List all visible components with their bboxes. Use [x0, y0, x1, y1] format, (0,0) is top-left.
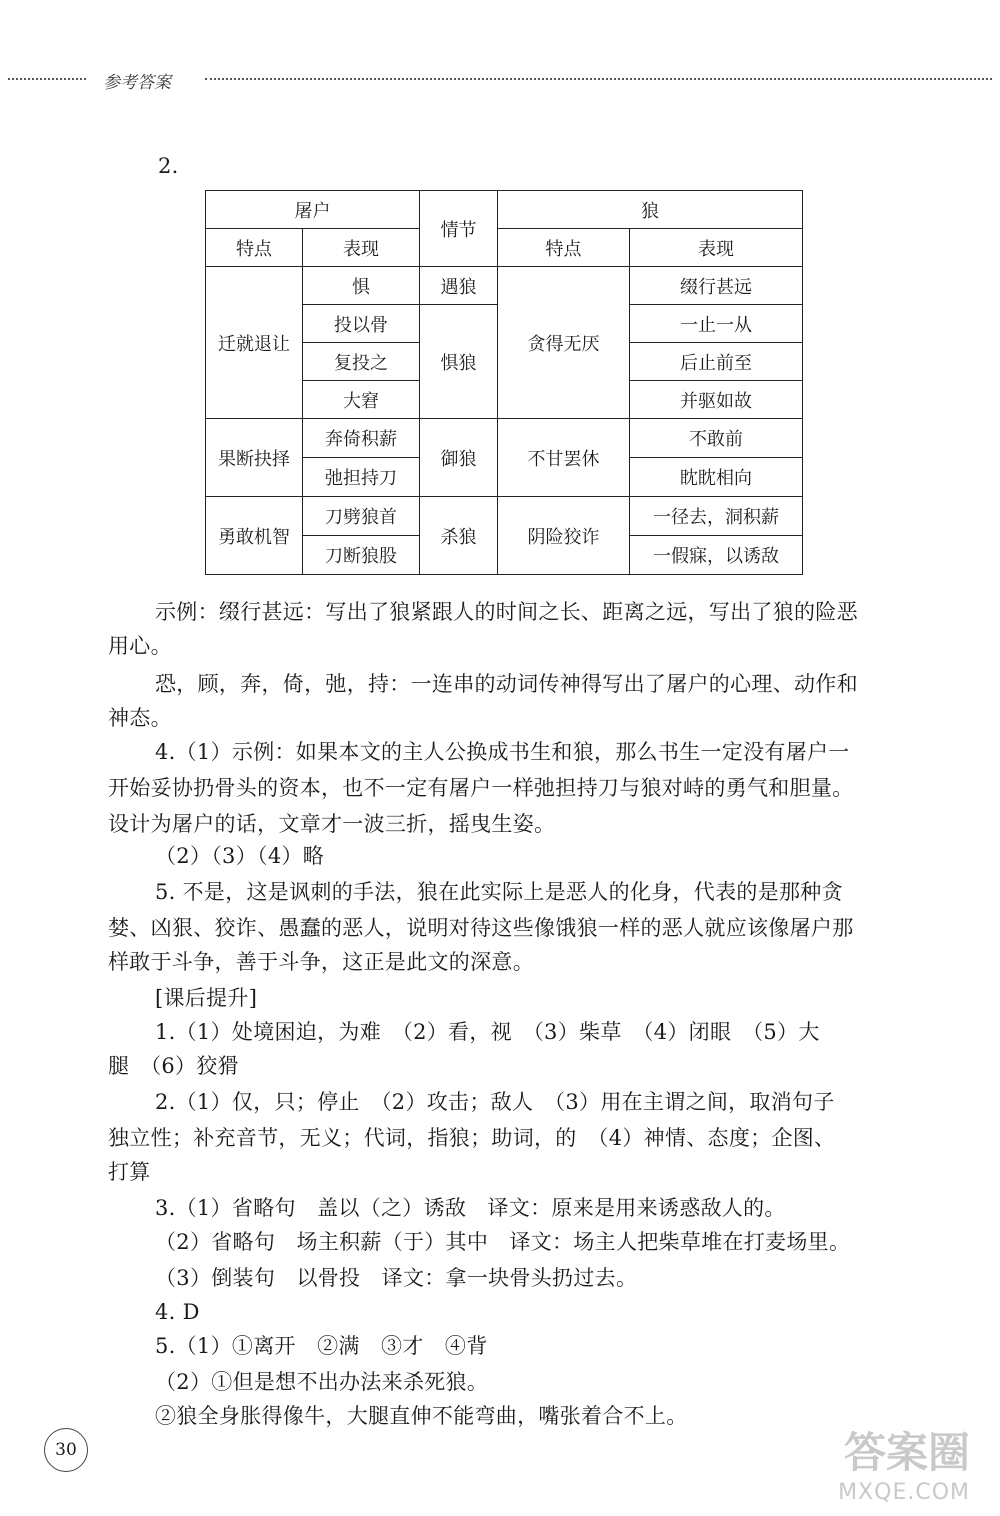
answer-line: 恐，顾，奔，倚，弛，持：一连串的动词传神得写出了屠户的心理、动作和 — [155, 672, 858, 696]
table-cell-tufu-trait: 果断抉择 — [206, 419, 303, 497]
table-cell-plot: 遇狼 — [420, 267, 498, 305]
answer-line: 4.（1）示例：如果本文的主人公换成书生和狼，那么书生一定没有屠户一 — [155, 740, 850, 764]
answer-line: 用心。 — [108, 634, 172, 658]
answer-line: 打算 — [108, 1160, 151, 1184]
table-cell-tufu-show: 复投之 — [303, 343, 420, 381]
table-cell-wolf-show: 后止前至 — [630, 343, 803, 381]
table-cell-wolf-show: 一径去，洞积薪 — [630, 497, 803, 536]
answer-line: 婪、凶狠、狡诈、愚蠢的恶人，说明对待这些像饿狼一样的恶人就应该像屠户那 — [108, 916, 854, 940]
answer-line: （3）倒装句 以骨投 译文：拿一块骨头扔过去。 — [155, 1266, 638, 1290]
table-cell-tufu-show: 惧 — [303, 267, 420, 305]
th-qingjie: 情节 — [420, 191, 498, 267]
answer-line: 神态。 — [108, 706, 172, 730]
table-cell-wolf-show: 缀行甚远 — [630, 267, 803, 305]
watermark-url: MXQE.COM — [838, 1480, 970, 1505]
th-lang: 狼 — [498, 191, 803, 229]
watermark-logo — [838, 1420, 970, 1505]
table-cell-wolf-show: 不敢前 — [630, 419, 803, 458]
answer-line: （2）省略句 场主积薪（于）其中 译文：场主人把柴草堆在打麦场里。 — [155, 1230, 851, 1254]
header-dots-right — [205, 78, 992, 80]
table-cell-tufu-show: 弛担持刀 — [303, 458, 420, 497]
table-cell-wolf-show: 并驱如故 — [630, 381, 803, 419]
watermark-title: 答案圈 — [843, 1428, 970, 1477]
table-cell-wolf-show: 一止一从 — [630, 305, 803, 343]
section-heading-kehou-tisheng: [课后提升] — [155, 986, 258, 1010]
th-lang-biaoxian: 表现 — [630, 229, 803, 267]
table-cell-tufu-show: 刀劈狼首 — [303, 497, 420, 536]
answer-line: 5.（1）①离开 ②满 ③才 ④背 — [155, 1334, 488, 1358]
table-cell-tufu-show: 刀断狼股 — [303, 536, 420, 575]
table-cell-tufu-show: 奔倚积薪 — [303, 419, 420, 458]
header-dots-left — [8, 78, 86, 80]
table-cell-wolf-trait: 阴险狡诈 — [498, 497, 630, 575]
page-number: 30 — [44, 1428, 88, 1472]
question-2-number: 2. — [158, 154, 179, 178]
answer-line: 设计为屠户的话，文章才一波三折，摇曳生姿。 — [108, 812, 556, 836]
table-cell-tufu-trait: 勇敢机智 — [206, 497, 303, 575]
th-tufu: 屠户 — [206, 191, 420, 229]
answer-line: 3.（1）省略句 盖以（之）诱敌 译文：原来是用来诱惑敌人的。 — [155, 1196, 786, 1220]
answer-line: 4. D — [155, 1300, 200, 1324]
page-header — [0, 66, 1000, 96]
header-title: 参考答案 — [103, 73, 171, 93]
table-cell-tufu-show: 大窘 — [303, 381, 420, 419]
answer-line: 腿 （6）狡猾 — [108, 1054, 239, 1078]
answer-line: 独立性；补充音节，无义；代词，指狼；助词，的 （4）神情、态度；企图、 — [108, 1126, 836, 1150]
answer-line: 示例：缀行甚远：写出了狼紧跟人的时间之长、距离之远，写出了狼的险恶 — [155, 600, 858, 624]
th-lang-tedian: 特点 — [498, 229, 630, 267]
answer-line: 开始妥协扔骨头的资本，也不一定有屠户一样弛担持刀与狼对峙的勇气和胆量。 — [108, 776, 854, 800]
answer-line: 1.（1）处境困迫，为难 （2）看，视 （3）柴草 （4）闭眼 （5）大 — [155, 1020, 820, 1044]
answer-line: （2）①但是想不出办法来杀死狼。 — [155, 1370, 489, 1394]
th-tufu-tedian: 特点 — [206, 229, 303, 267]
answer-line: 样敢于斗争，善于斗争，这正是此文的深意。 — [108, 950, 534, 974]
answer-table — [205, 190, 803, 575]
answer-line: （2）（3）（4）略 — [155, 844, 325, 868]
answer-line: ②狼全身胀得像牛，大腿直伸不能弯曲，嘴张着合不上。 — [155, 1404, 688, 1428]
table-cell-plot: 御狼 — [420, 419, 498, 497]
answer-line: 5. 不是，这是讽刺的手法，狼在此实际上是恶人的化身，代表的是那种贪 — [155, 880, 843, 904]
table-cell-tufu-show: 投以骨 — [303, 305, 420, 343]
th-tufu-biaoxian: 表现 — [303, 229, 420, 267]
table-cell-wolf-trait: 贪得无厌 — [498, 267, 630, 419]
table-cell-wolf-show: 一假寐，以诱敌 — [630, 536, 803, 575]
table-cell-plot: 惧狼 — [420, 305, 498, 419]
table-cell-wolf-show: 眈眈相向 — [630, 458, 803, 497]
table-cell-wolf-trait: 不甘罢休 — [498, 419, 630, 497]
answer-line: 2.（1）仅，只；停止 （2）攻击；敌人 （3）用在主谓之间，取消句子 — [155, 1090, 835, 1114]
table-cell-tufu-trait: 迁就退让 — [206, 267, 303, 419]
table-cell-plot: 杀狼 — [420, 497, 498, 575]
